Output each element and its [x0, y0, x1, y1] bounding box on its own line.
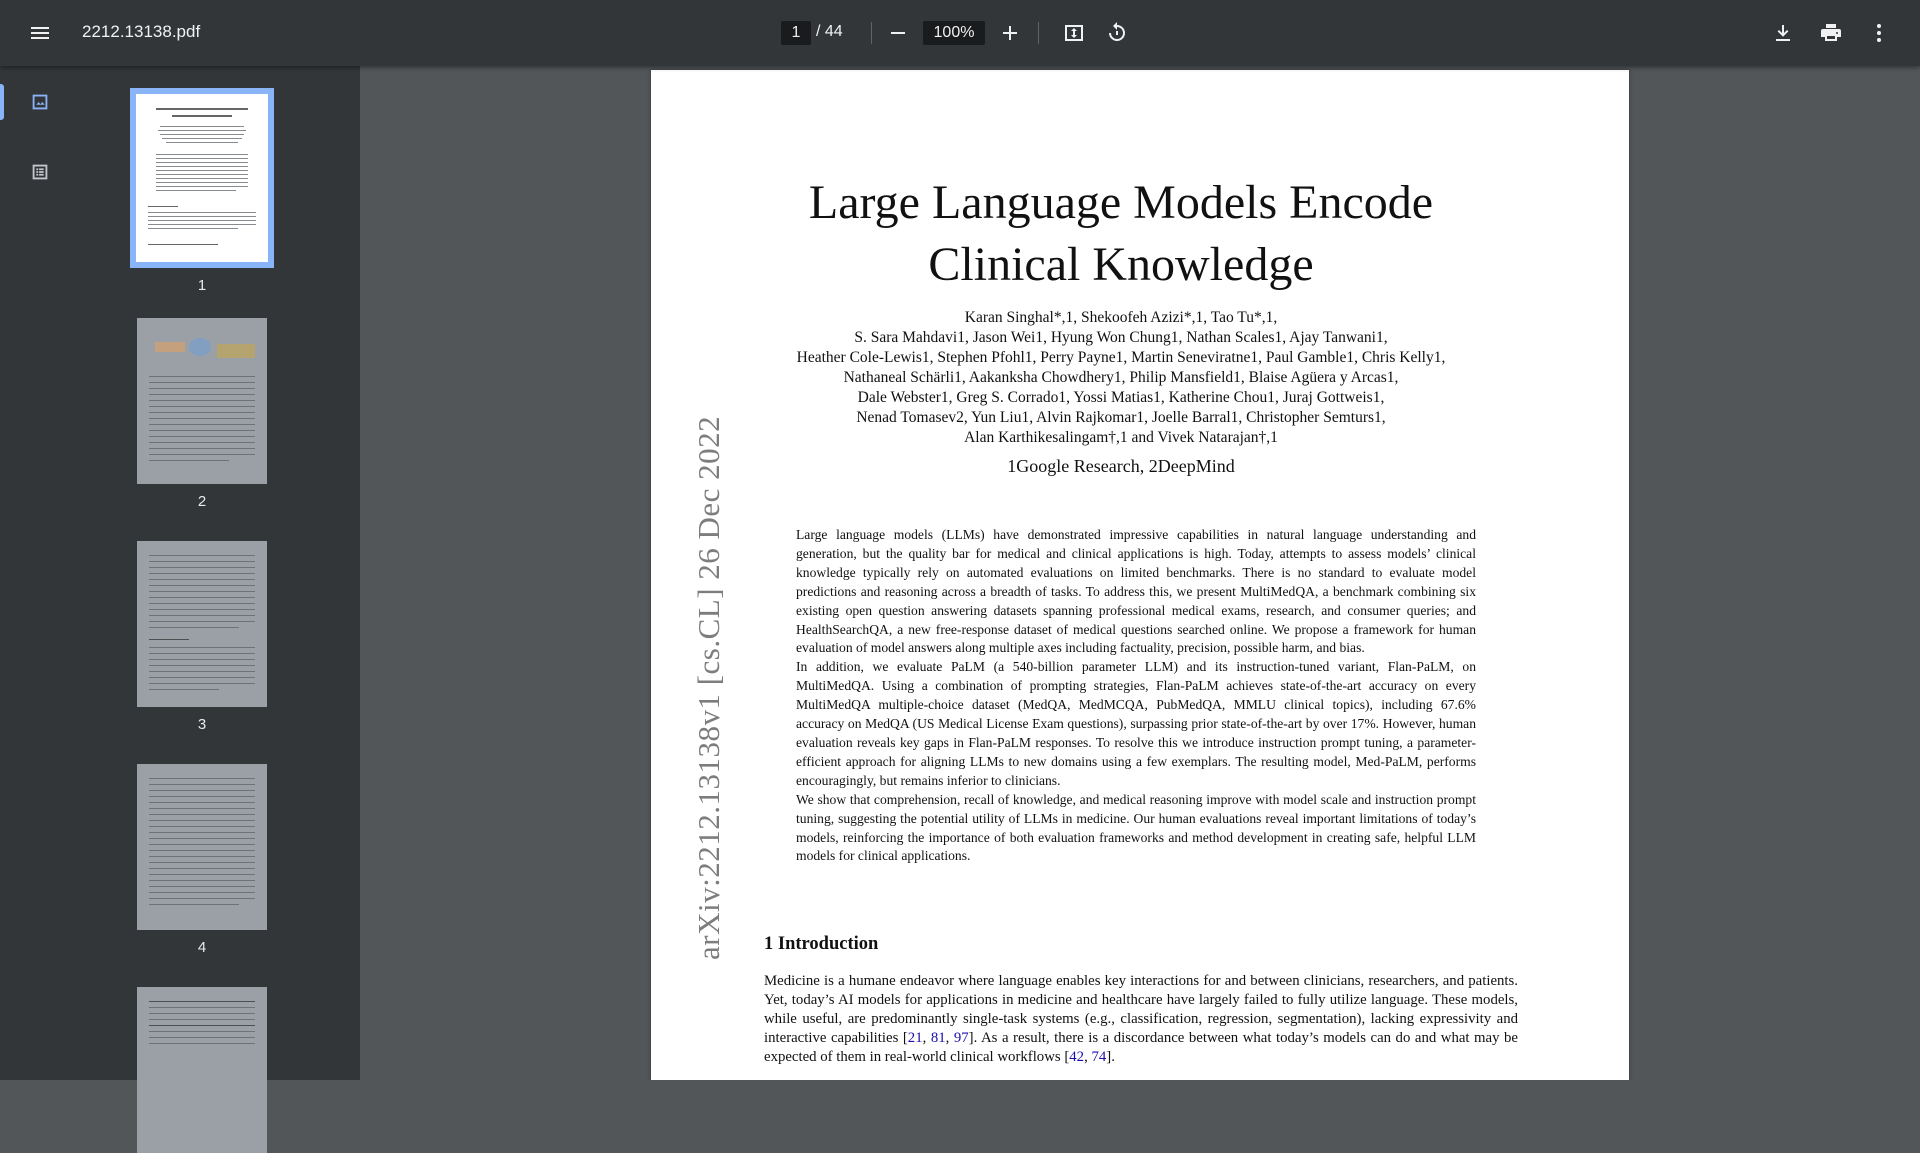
title-line: Clinical Knowledge	[928, 238, 1314, 291]
arxiv-identifier: arXiv:2212.13138v1 [cs.CL] 26 Dec 2022	[691, 415, 726, 960]
page-thumbnail-3[interactable]	[130, 541, 274, 733]
image-icon	[29, 91, 51, 113]
author-line: Nenad Tomasev2, Yun Liu1, Alvin Rajkomar1, Joelle Barral1, Christopher Semturs1,	[856, 409, 1386, 426]
intro-text: ].	[1106, 1049, 1115, 1065]
rotate-button[interactable]	[1097, 13, 1137, 53]
intro-text: Medicine is a humane endeavor where language enables key interactions for and between clinicians, researchers, and patients. Yet, today’s AI models for applications in medicine and healthcare have largely failed to fully utilize language. These models, while useful, are predominantly single-task systems (e.g., classification, regression, segmentation), lacking expressivity and interactive capabilities [	[764, 973, 1518, 1046]
author-line: Heather Cole-Lewis1, Stephen Pfohl1, Perry Payne1, Martin Seneviratne1, Paul Gamble1, Chris Kelly1,	[796, 349, 1446, 366]
page-number-input[interactable]: 1	[781, 21, 811, 45]
citation-link[interactable]: 81	[930, 1030, 946, 1046]
thumbnail-page-number: 2	[197, 493, 207, 510]
page-count: / 44	[816, 23, 843, 40]
more-vert-icon	[1867, 21, 1891, 45]
pdf-page-1	[651, 70, 1629, 1080]
zoom-level-input[interactable]: 100%	[923, 21, 985, 45]
outline-tab[interactable]	[0, 150, 80, 194]
author-line: Alan Karthikesalingam†,1 and Vivek Natarajan†,1	[964, 429, 1278, 446]
author-line: Nathaneal Schärli1, Aakanksha Chowdhery1, Philip Mansfield1, Blaise Agüera y Arcas1,	[843, 369, 1399, 386]
thumbnail-image	[137, 764, 267, 930]
intro-text: ,	[922, 1030, 931, 1046]
paper-title	[651, 172, 1591, 296]
intro-text: ,	[1084, 1049, 1092, 1065]
file-name: 2212.13138.pdf	[82, 22, 201, 41]
thumbnail-page-number: 3	[197, 716, 207, 733]
page-thumbnail-2[interactable]	[130, 318, 274, 510]
zoom-in-button[interactable]	[990, 13, 1030, 53]
toolbar-divider	[871, 22, 872, 44]
print-icon	[1819, 21, 1843, 45]
intro-paragraph	[764, 972, 1518, 1067]
fit-to-page-button[interactable]	[1054, 13, 1094, 53]
thumbnail-page-number: 4	[197, 939, 207, 956]
zoom-out-button[interactable]	[878, 13, 918, 53]
print-button[interactable]	[1811, 13, 1851, 53]
author-line: Dale Webster1, Greg S. Corrado1, Yossi Matias1, Katherine Chou1, Juraj Gottweis1,	[857, 389, 1385, 406]
more-options-button[interactable]	[1859, 13, 1899, 53]
thumbnail-image	[137, 987, 267, 1153]
abstract-paragraph: We show that comprehension, recall of knowledge, and medical reasoning improve with model scale and instruction prompt tuning, suggesting the potential utility of LLMs in medicine. Our human evaluations reveal important limitations of today’s models, reinforcing the importance of both evaluation frameworks and method development in creating safe, helpful LLM models for clinical applications.	[796, 791, 1476, 864]
download-button[interactable]	[1763, 13, 1803, 53]
author-line: Karan Singhal*,1, Shekoofeh Azizi*,1, Tao Tu*,1,	[964, 309, 1278, 326]
thumbnail-image	[130, 88, 274, 268]
abstract-paragraph: In addition, we evaluate PaLM (a 540-billion parameter LLM) and its instruction-tuned variant, Flan-PaLM, on MultiMedQA. Using a combination of prompting strategies, Flan-PaLM achieves state-of-the-art accuracy on every MultiMedQA multiple-choice dataset (MedQA, MedMCQA, PubMedQA, MMLU clinical topics), including 67.6% accuracy on MedQA (US Medical License Exam questions), surpassing prior state-of-the-art by over 17%. However, human evaluation reveals key gaps in Flan-PaLM responses. To resolve this we introduce instruction prompt tuning, a parameter-efficient approach for aligning LLMs to new domains using a few exemplars. The resulting model, Med-PaLM, performs encouragingly, but remains inferior to clinicians.	[796, 659, 1476, 788]
intro-text: ,	[945, 1030, 954, 1046]
citation-link[interactable]: 74	[1091, 1049, 1107, 1065]
plus-icon	[998, 21, 1022, 45]
title-line: Large Language Models Encode	[808, 176, 1434, 229]
page-thumbnail-1[interactable]	[130, 88, 274, 294]
intro-text: ]. As a result, there is a discordance between what today’s models can do and what may be expected of them in real-world clinical workflows [	[764, 1030, 1519, 1065]
page-thumbnail-5[interactable]	[130, 987, 274, 1153]
page-thumbnail-4[interactable]	[130, 764, 274, 956]
document-viewport[interactable]	[360, 66, 1920, 1080]
thumbnail-image	[137, 541, 267, 707]
thumbnail-image	[137, 318, 267, 484]
minus-icon	[886, 21, 910, 45]
citation-link[interactable]: 21	[907, 1030, 923, 1046]
menu-icon[interactable]	[20, 13, 60, 53]
thumbnail-page-number: 1	[197, 277, 207, 294]
list-icon	[29, 161, 51, 183]
affiliations: 1Google Research, 2DeepMind	[1007, 456, 1235, 476]
citation-link[interactable]: 97	[953, 1030, 969, 1046]
fit-page-icon	[1062, 21, 1086, 45]
thumbnail-sidebar	[0, 66, 360, 1080]
toolbar-divider	[1038, 22, 1039, 44]
citation-link[interactable]: 42	[1069, 1049, 1085, 1065]
download-icon	[1771, 21, 1795, 45]
rotate-icon	[1105, 21, 1129, 45]
abstract	[796, 526, 1476, 866]
section-heading: 1 Introduction	[764, 934, 879, 954]
thumbnails-tab[interactable]	[0, 80, 80, 124]
pdf-toolbar	[0, 0, 1920, 66]
abstract-paragraph: Large language models (LLMs) have demonstrated impressive capabilities in natural language understanding and generation, but the quality bar for medical and clinical applications is high. Today, attempts to assess models’ clinical knowledge typically rely on automated evaluations on limited benchmarks. There is no standard to evaluate model predictions and reasoning across a breadth of tasks. To address this, we present MultiMedQA, a benchmark combining six existing open question answering datasets spanning professional medical exams, research, and consumer queries; and HealthSearchQA, a new free-response dataset of medical questions searched online. We propose a framework for human evaluation of model answers along multiple axes including factuality, precision, possible harm, and bias.	[796, 527, 1476, 656]
author-list	[651, 308, 1591, 448]
sidebar-tabs	[0, 66, 80, 1080]
author-line: S. Sara Mahdavi1, Jason Wei1, Hyung Won Chung1, Nathan Scales1, Ajay Tanwani1,	[854, 329, 1388, 346]
